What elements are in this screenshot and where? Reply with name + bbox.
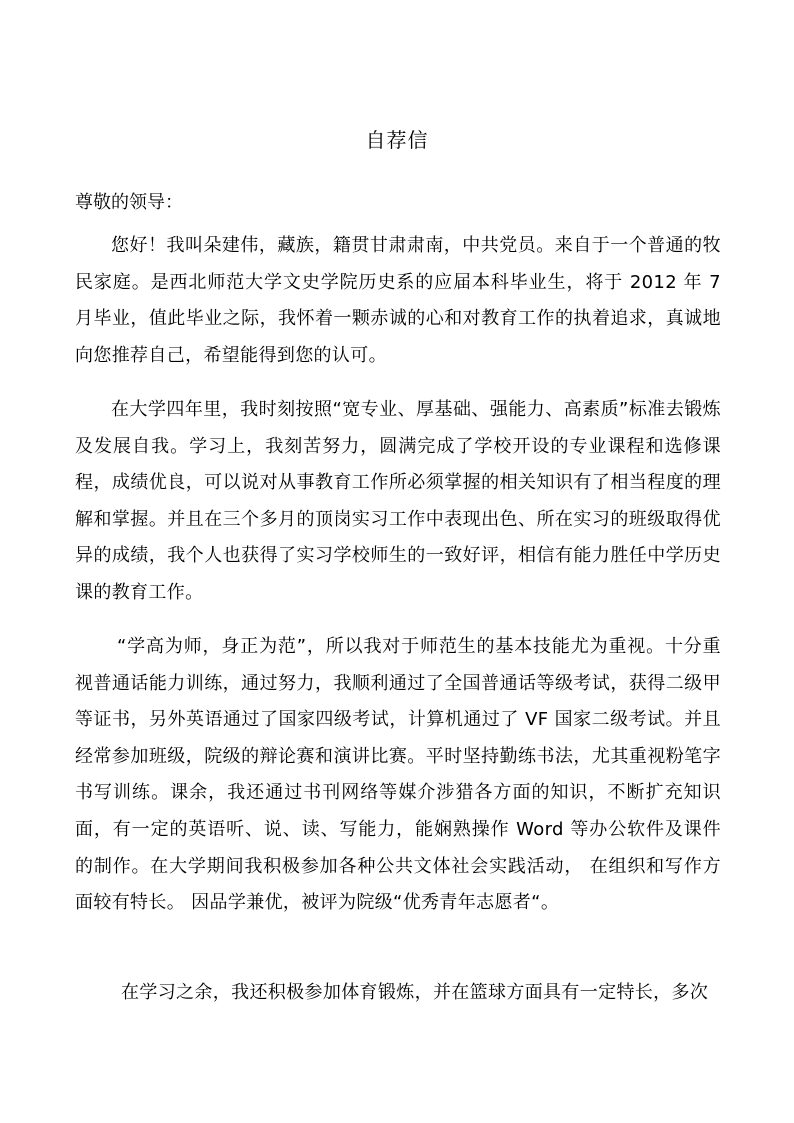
paragraph-intro: 您好！我叫朵建伟，藏族，籍贯甘肃肃南，中共党员。来自于一个普通的牧民家庭。是西北师范大学文史学院历史系的应届本科毕业生，将于 2012 年 7 月毕业，值此毕业之际，我怀着一颗赤诚的心和对教育工作的执着追求，真诚地向您推荐自己，希望能得到您的认可。 (75, 235, 721, 366)
paragraph-study: 在大学四年里，我时刻按照“宽专业、厚基础、强能力、高素质”标准去锻炼及发展自我。学习上，我刻苦努力，圆满完成了学校开设的专业课程和选修课程，成绩优良，可以说对从事教育工作所必须掌握的相关知识有了相当程度的理解和掌握。并且在三个多月的顶岗实习工作中表现出色、所在实习的班级取得优异的成绩，我个人也获得了实习学校师生的一致好评，相信有能力胜任中学历史课的教育工作。 (75, 399, 721, 603)
salutation: 尊敬的领导： (75, 192, 183, 213)
letter-title: 自荐信 (365, 128, 429, 152)
paragraph-sports: 在学习之余，我还积极参加体育锻炼，并在篮球方面具有一定特长，多次 (121, 982, 709, 1003)
paragraph-skills: “学高为师，身正为范”，所以我对于师范生的基本技能尤为重视。十分重视普通话能力训练，通过努力，我顺利通过了全国普通话等级考试，获得二级甲等证书，另外英语通过了国家四级考试，计算机通过了 VF 国家二级考试。并且经常参加班级，院级的辩论赛和演讲比赛。平时坚持勤练书法，尤其重视粉笔字书写训练。课余，我还通过书刊网络等媒介涉猎各方面的知识，不断扩充知识面，有一定的英语听、说、读、写能力，能娴熟操作 Word 等办公软件及课件的制作。在大学期间我积极参加各种公共文体社会实践活动， 在组织和写作方面较有特长。 因品学兼优，被评为院级“优秀青年志愿者“。 (75, 636, 721, 914)
